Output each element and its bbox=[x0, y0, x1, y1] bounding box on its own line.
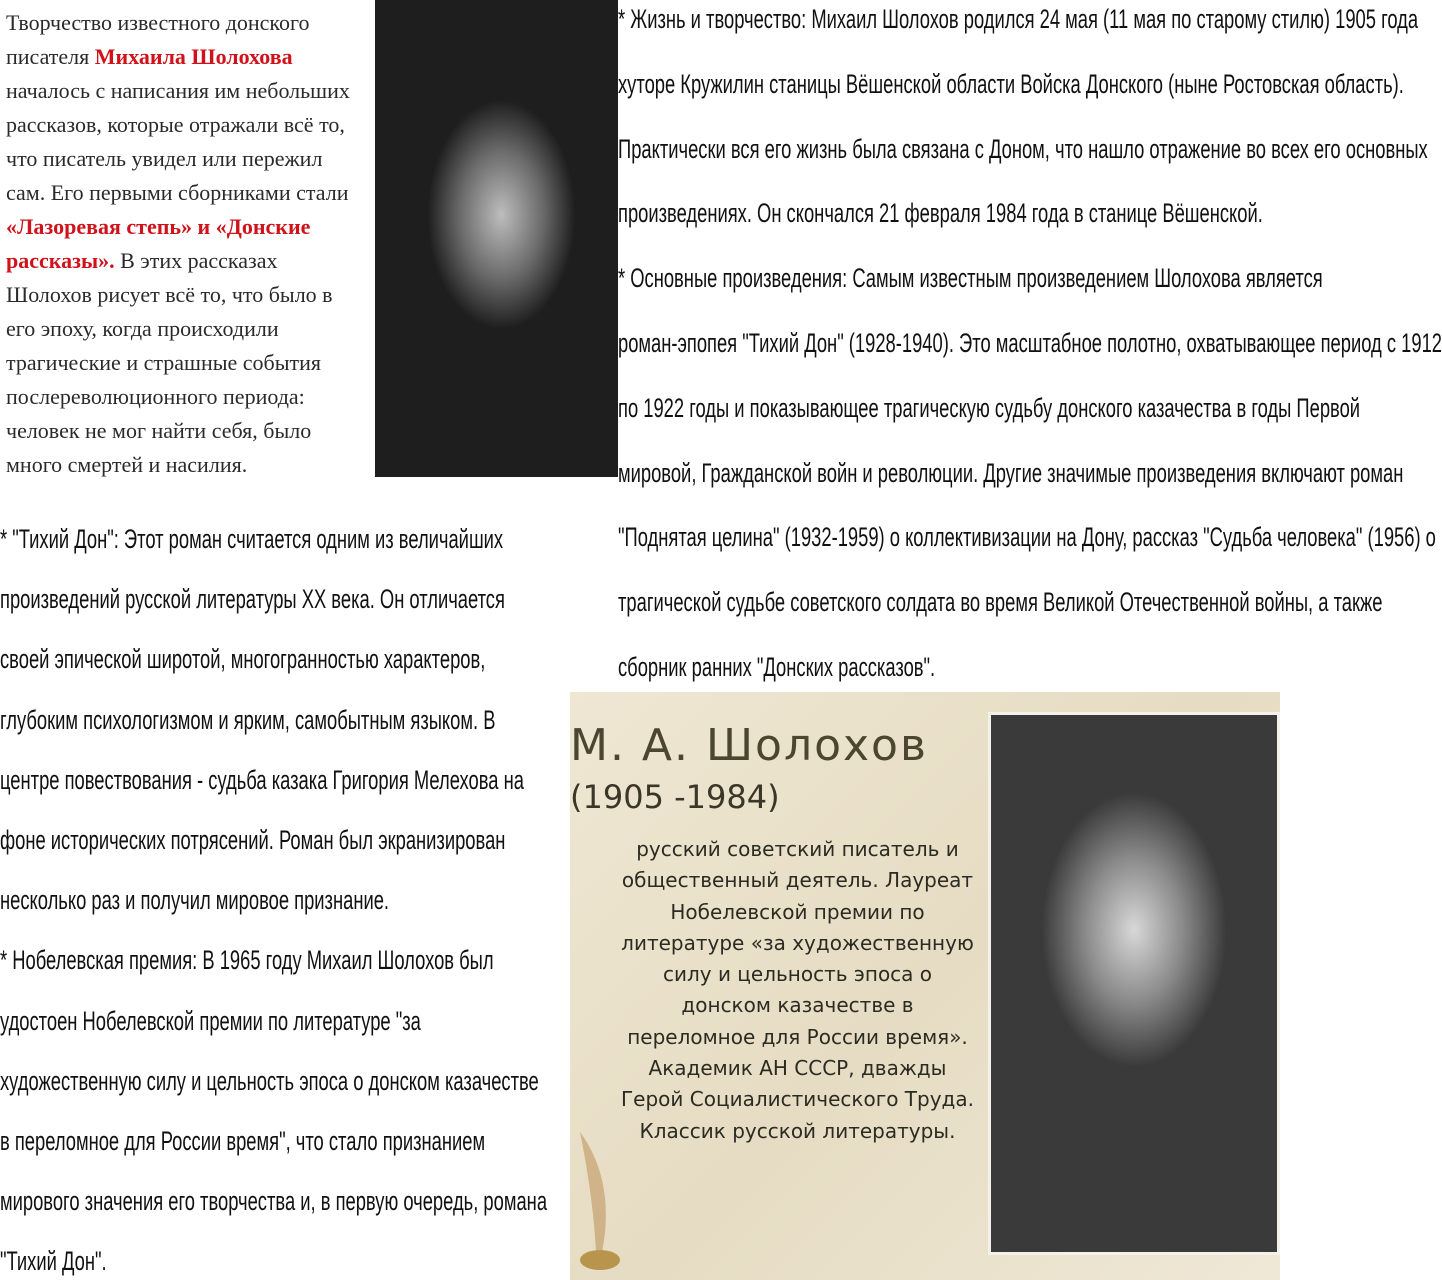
text-line: хуторе Кружилин станицы Вёшенской области Войска Донского (ныне Ростовская область). bbox=[618, 68, 1404, 99]
quill-icon bbox=[572, 1132, 632, 1272]
highlight-collections: рассказы». bbox=[6, 248, 115, 273]
text-line: фоне исторических потрясений. Роман был экранизирован bbox=[0, 825, 506, 855]
text-line: глубоким психологизмом и ярким, самобытным языком. В bbox=[0, 704, 496, 735]
bio-line: Классик русской литературы. bbox=[639, 1118, 956, 1143]
highlight-author-name: Михаила Шолохова bbox=[94, 44, 293, 69]
text-line: трагические и страшные события bbox=[6, 350, 322, 375]
bio-line: Нобелевской премии по bbox=[670, 899, 925, 924]
text-line: своей эпической широтой, многогранностью характеров, bbox=[0, 644, 486, 675]
text-line: роман-эпопея "Тихий Дон" (1928-1940). Это масштабное полотно, охватывающее период с 1912 bbox=[618, 328, 1442, 358]
text-line bbox=[6, 44, 293, 70]
text-line: * "Тихий Дон": Этот роман считается одним из величайших bbox=[0, 524, 504, 554]
bio-line: общественный деятель. Лауреат bbox=[621, 868, 974, 893]
text-line: Творчество известного донского bbox=[6, 10, 310, 35]
card-title: М. А. Шолохов bbox=[570, 720, 928, 771]
text-line: началось с написания им небольших bbox=[6, 78, 350, 103]
info-card bbox=[570, 692, 1280, 1280]
text-line: несколько раз и получил мировое признание. bbox=[0, 885, 390, 916]
text-line: много смертей и насилия. bbox=[6, 452, 248, 477]
text-line: художественную силу и цельность эпоса о донском казачестве bbox=[0, 1065, 539, 1096]
text-line: "Тихий Дон". bbox=[0, 1246, 107, 1277]
text-line bbox=[6, 248, 278, 274]
text-line: "Поднятая целина" (1932-1959) о коллективизации на Дону, рассказ "Судьба человека" (1956) о bbox=[618, 522, 1436, 553]
text-segment: В этих рассказах bbox=[114, 248, 278, 273]
text-line: центре повествования - судьба казака Григория Мелехова на bbox=[0, 764, 524, 795]
text-line: удостоен Нобелевской премии по литературе "за bbox=[0, 1005, 421, 1036]
works-text bbox=[0, 510, 570, 1280]
text-line: Шолохов рисует всё то, что было в bbox=[6, 282, 333, 307]
text-line: человек не мог найти себя, было bbox=[6, 418, 312, 443]
bio-line: переломное для России время». bbox=[627, 1024, 968, 1049]
highlight-collections: «Лазоревая степь» и «Донские bbox=[6, 214, 311, 239]
text-segment: писателя bbox=[6, 44, 95, 69]
text-line: произведениях. Он скончался 21 февраля 1984 года в станице Вёшенской. bbox=[618, 198, 1263, 229]
text-line: сборник ранних "Донских рассказов". bbox=[618, 652, 936, 682]
text-line: * Нобелевская премия: В 1965 году Михаил Шолохов был bbox=[0, 945, 494, 976]
text-line: в переломное для России время", что стало признанием bbox=[0, 1126, 486, 1156]
text-line: рассказов, которые отражали всё то, bbox=[6, 112, 345, 137]
card-years: (1905 -1984) bbox=[570, 778, 780, 816]
portrait-photo-young bbox=[375, 0, 618, 477]
text-line: что писатель увидел или пережил bbox=[6, 146, 323, 171]
text-line: Практически вся его жизнь была связана с Доном, что нашло отражение во всех его основных bbox=[618, 133, 1428, 164]
text-line: послереволюционного периода: bbox=[6, 384, 305, 409]
text-line: произведений русской литературы XX века. Он отличается bbox=[0, 584, 505, 615]
bio-line: силу и цельность эпоса о bbox=[662, 962, 933, 987]
bio-line: Академик АН СССР, дважды bbox=[648, 1056, 947, 1081]
text-line: по 1922 годы и показывающее трагическую судьбу донского казачества в годы Первой bbox=[618, 392, 1361, 423]
text-line: мирового значения его творчества и, в первую очередь, романа bbox=[0, 1186, 548, 1217]
text-line: трагической судьбе советского солдата во время Великой Отечественной войны, а также bbox=[618, 587, 1383, 618]
text-line: его эпоху, когда происходили bbox=[6, 316, 279, 341]
bio-line: донском казачестве в bbox=[681, 993, 914, 1018]
text-line: * Основные произведения: Самым известным произведением Шолохова является bbox=[618, 263, 1323, 294]
text-line: мировой, Гражданской войн и революции. Другие значимые произведения включают роман bbox=[618, 457, 1404, 488]
card-bio bbox=[610, 834, 985, 1147]
text-line: * Жизнь и творчество: Михаил Шолохов родился 24 мая (11 мая по старому стилю) 1905 года bbox=[618, 4, 1419, 34]
portrait-photo-elder bbox=[988, 712, 1280, 1255]
bio-line: Герой Социалистического Труда. bbox=[620, 1087, 974, 1112]
biography-text bbox=[618, 0, 1442, 690]
bio-line: литературе «за художественную bbox=[621, 930, 974, 955]
bio-line: русский советский писатель и bbox=[636, 837, 959, 861]
text-line: сам. Его первыми сборниками стали bbox=[6, 180, 349, 205]
